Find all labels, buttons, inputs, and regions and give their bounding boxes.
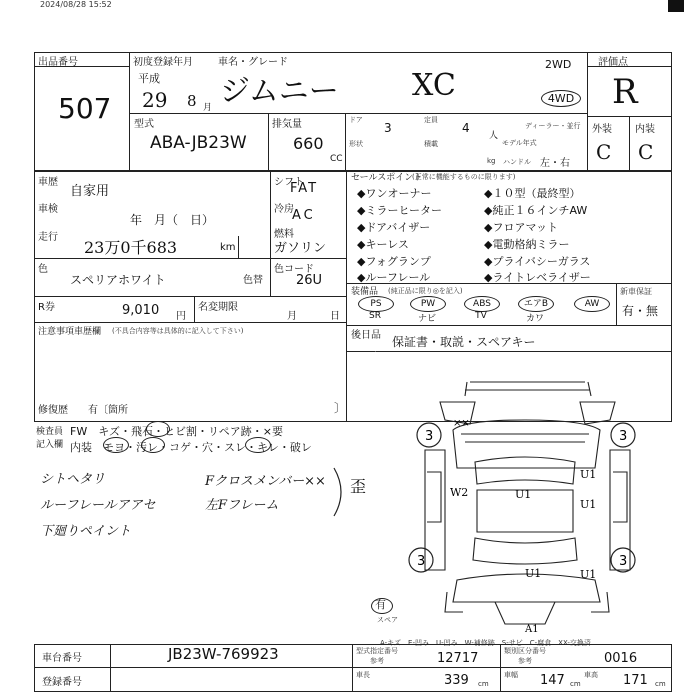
exterior-grade: C xyxy=(596,140,612,164)
cm-unit-3: cm xyxy=(655,680,666,688)
notes-sub: (不具合内容等は具体的に記入して下さい) xyxy=(112,327,244,335)
diagram-mark: 3 xyxy=(619,429,628,444)
circle-mark xyxy=(141,437,165,453)
type-cert: 12717 xyxy=(437,651,479,666)
cc-unit: CC xyxy=(330,154,343,164)
corner-mark xyxy=(668,0,684,12)
notes-label: 注意事項車歴欄 xyxy=(38,327,102,337)
inspector-row-2: 内装 モヨ・汚レ・コゲ・穴・スレ・キレ・破レ xyxy=(70,441,312,454)
equipment-note: (純正品に限り◎を記入) xyxy=(388,287,463,295)
note-line-2: ルーフレールアアセ xyxy=(40,498,156,513)
ref-label-2: 参考 xyxy=(518,657,532,665)
sales-point: ◆ミラーヒーター xyxy=(357,204,443,217)
handle-label: ハンドル xyxy=(503,158,531,166)
doors: 3 xyxy=(384,121,392,135)
score: R xyxy=(612,72,638,112)
sales-point: ◆フォグランプ xyxy=(357,255,431,268)
diagram-mark: 3 xyxy=(619,554,628,569)
spare-label: スペア xyxy=(377,616,398,624)
history-label: 車歴 xyxy=(38,177,58,188)
equip-navi: ナビ xyxy=(417,314,436,324)
capacity-label: 定員 xyxy=(424,116,438,124)
circle-mark xyxy=(146,421,170,437)
repair-label: 修復歴 xyxy=(38,405,68,416)
drive-4wd: 4WD xyxy=(541,90,581,107)
repair-value: 有〔箇所 xyxy=(88,405,128,416)
length-label: 車長 xyxy=(356,671,370,679)
shift: FAT xyxy=(290,181,319,196)
inspection-label: 車検 xyxy=(38,204,58,215)
equip-sr: SR xyxy=(369,311,381,321)
mileage: 23万0千683 xyxy=(84,238,178,257)
sales-point: ◆フロアマット xyxy=(484,221,559,234)
capacity: 4 xyxy=(462,121,470,135)
lot-number: 507 xyxy=(58,92,112,125)
displacement-label: 排気量 xyxy=(272,119,302,130)
sales-point: ◆１０型（最終型） xyxy=(484,187,581,200)
dealer-label: ディーラー・並行 xyxy=(525,122,581,130)
drive-2wd: 2WD xyxy=(545,58,572,71)
circle-mark xyxy=(245,437,271,453)
door-label: ドア xyxy=(349,116,363,124)
width: 147 xyxy=(540,673,565,688)
shape-label: 形状 xyxy=(349,140,363,148)
sales-point: ◆ルーフレール xyxy=(357,271,431,284)
reg-year: 29 xyxy=(142,88,168,112)
diagram-mark: 3 xyxy=(425,429,434,444)
model-year-label: モデル年式 xyxy=(502,139,537,147)
sales-point: ◆ライトレベライザー xyxy=(484,271,591,284)
ref-label: 参考 xyxy=(370,657,384,665)
color-code-label: 色コード xyxy=(274,264,314,275)
exterior-label: 外装 xyxy=(592,124,612,135)
interior-grade: C xyxy=(638,140,654,164)
history: 自家用 xyxy=(70,184,110,199)
cm-unit-2: cm xyxy=(570,680,581,688)
note-line-5: 左Fフレーム xyxy=(205,498,279,513)
grade-label: 評価点 xyxy=(598,57,628,68)
warranty-label: 新車保証 xyxy=(620,287,652,296)
spare-mark: 有 xyxy=(375,598,386,611)
equip-abs: ABS xyxy=(464,296,500,312)
diagram-mark: U1 xyxy=(580,468,597,481)
inspector-label-2: 記入欄 xyxy=(36,440,64,450)
note-line-1: シトヘタリ xyxy=(40,472,106,487)
car-name: ジムニー xyxy=(220,74,339,109)
repair-close: 〕 xyxy=(334,401,347,415)
diagram-mark: U1 xyxy=(580,498,597,511)
timestamp: 2024/08/28 15:52 xyxy=(40,0,112,9)
recycle: 9,010 xyxy=(122,303,160,318)
model-label: 型式 xyxy=(134,119,154,130)
class-number: 0016 xyxy=(604,651,638,666)
model: ABA-JB23W xyxy=(150,133,247,153)
period-day: 日 xyxy=(330,311,340,322)
color: スペリアホワイト xyxy=(70,273,166,287)
equip-leather: カワ xyxy=(525,314,544,324)
equip-tv: TV xyxy=(475,311,487,321)
color-code: 26U xyxy=(296,273,323,288)
registration-label: 登録番号 xyxy=(42,677,82,688)
diagram-mark: A1 xyxy=(525,624,539,635)
reg-month: 8 xyxy=(187,92,197,110)
type-cert-label: 型式指定番号 xyxy=(356,647,398,655)
sales-point: ◆プライバシーガラス xyxy=(484,255,591,268)
yen-unit: 円 xyxy=(176,311,186,322)
title-period-label: 名変期限 xyxy=(198,302,238,313)
height: 171 xyxy=(623,673,648,688)
displacement: 660 xyxy=(293,134,324,153)
inspection: 年 月（ 日） xyxy=(130,213,215,227)
sales-point: ◆電動格納ミラー xyxy=(484,238,570,251)
note-line-3: 下廻りペイント xyxy=(40,524,132,539)
diagram-mark: U1 xyxy=(525,567,542,580)
ac: AC xyxy=(292,208,316,223)
sales-points-label: セールスポイント xyxy=(351,173,423,183)
color-label: 色 xyxy=(38,264,48,275)
sales-point: ◆純正１６インチAW xyxy=(484,204,588,217)
car-name-label: 車名・グレード xyxy=(218,57,288,68)
kg-unit: kg xyxy=(487,157,496,165)
sales-point: ◆キーレス xyxy=(357,238,409,251)
height-label: 車高 xyxy=(584,671,598,679)
load-label: 積載 xyxy=(424,140,438,148)
diagram-mark: ×× xyxy=(453,418,470,429)
note-mark: 歪 xyxy=(350,477,367,496)
note-bracket xyxy=(330,466,350,518)
equipment-label: 装備品 xyxy=(351,287,379,297)
cm-unit: cm xyxy=(478,680,489,688)
interior-label: 内装 xyxy=(635,124,655,135)
first-reg-label: 初度登録年月 xyxy=(133,57,193,68)
diagram-mark: W2 xyxy=(450,486,469,499)
shift-label: シフト xyxy=(274,177,304,188)
handle-value: 左・右 xyxy=(540,158,570,169)
inspector-row-1: FW キズ・飛石・ヒビ割・リペア跡・×要 xyxy=(70,425,283,438)
era: 平成 xyxy=(138,72,160,85)
circle-mark xyxy=(103,437,129,453)
lot-label: 出品番号 xyxy=(38,57,78,68)
diagram-mark: 3 xyxy=(417,554,426,569)
fuel-label: 燃料 xyxy=(274,229,294,240)
length: 339 xyxy=(444,673,469,688)
diagram-mark: U1 xyxy=(580,568,597,581)
equip-aw: AW xyxy=(574,296,610,312)
class-label: 類別区分番号 xyxy=(504,647,546,655)
color-change-label: 色替 xyxy=(243,275,263,286)
sales-point: ◆ドアバイザー xyxy=(357,221,431,234)
extras: 保証書・取説・スペアキー xyxy=(392,335,536,349)
chassis-label: 車台番号 xyxy=(42,653,82,664)
sales-points-note: (正常に機能するものに限ります) xyxy=(412,173,516,181)
km-unit: km xyxy=(220,242,236,253)
sales-point: ◆ワンオーナー xyxy=(357,187,432,200)
equip-ps: PS xyxy=(358,296,394,312)
fuel: ガソリン xyxy=(274,241,327,256)
recycle-label: R券 xyxy=(38,302,55,313)
warranty-value: 有・無 xyxy=(622,304,659,318)
note-line-4: Fクロスメンバー×× xyxy=(205,474,326,489)
period-month: 月 xyxy=(287,311,297,322)
ac-label: 冷房 xyxy=(274,204,294,215)
equip-pw: PW xyxy=(410,296,446,312)
month-unit: 月 xyxy=(203,103,213,113)
diagram-legend: A-キズ E-凹み U-凹み W-補修跡 S-サビ C-腐食 XX-交換済 xyxy=(380,639,591,647)
diagram-mark: U1 xyxy=(515,488,532,501)
person-unit: 人 xyxy=(489,131,499,141)
mileage-label: 走行 xyxy=(38,232,58,243)
width-label: 車幅 xyxy=(504,671,518,679)
grade: XC xyxy=(412,68,456,103)
equip-airbag: エアB xyxy=(518,296,554,312)
inspector-label: 検査員 xyxy=(36,427,64,437)
extras-label: 後日品 xyxy=(351,330,381,341)
diagram-mark: 有 xyxy=(375,352,376,353)
chassis: JB23W-769923 xyxy=(168,645,279,663)
